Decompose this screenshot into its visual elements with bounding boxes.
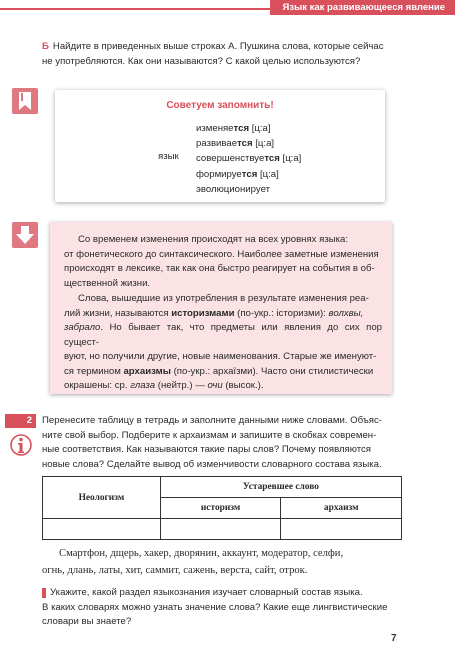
memo-title: Советуем запомнить! xyxy=(166,100,274,111)
task-b-line-1: Б Найдите в приведенных выше строках А. Пушкина слова, которые сейчас xyxy=(42,41,384,52)
task3-marker xyxy=(42,588,46,598)
term-historisms: историзмами xyxy=(171,307,235,319)
term-archaisms: архаизмы xyxy=(123,365,171,377)
theory-paragraph-1: Со временем изменения происходят на всех уровнях языка: от фонетического до синтаксического. Наиболее заметные изменения происходят в лексике, так как она быстро реагирует на события в об- щественной жизни. xyxy=(64,234,379,289)
col-archaism: архаизм xyxy=(281,498,402,519)
arrow-down-icon xyxy=(12,222,38,248)
memo-word: совершенствуется [ц:а] xyxy=(196,153,302,165)
theory-box xyxy=(50,222,392,394)
col-group-obsolete: Устаревшее слово xyxy=(160,477,401,498)
memo-root-word: язык xyxy=(158,151,179,162)
col-neologism: Неологизм xyxy=(43,477,161,519)
header-rule xyxy=(0,8,270,10)
memo-word: эволюционирует xyxy=(196,183,270,195)
task-b-letter: Б xyxy=(42,41,49,52)
bookmark-icon xyxy=(12,88,38,114)
table-cell xyxy=(43,519,161,540)
word-list-line-2: огнь, длань, латы, хит, саммит, сажень, верста, сайт, отрок. xyxy=(42,565,308,576)
task-number: 2 xyxy=(5,414,36,428)
memo-word: развивается [ц:а] xyxy=(196,138,275,150)
task-b-line-2: не употребляются. Как они называются? С какой целью используются? xyxy=(42,55,361,67)
memo-card xyxy=(55,90,385,202)
info-icon xyxy=(10,432,32,458)
memo-word: изменяется [ц:а] xyxy=(196,123,271,134)
theory-paragraph-2: Слова, вышедшие из употребления в результате изменения реа- лий жизни, называются историзмами (по-укр.: історизми): волхвы, забрало. Но бывает так, что предметы или явления до сих пор сущест- вуют, но получили другие, новые наименования. Старые же именуют- ся термином архаизмы (по-укр.: архаїзми). Часто они стилистически окрашены: ср. глаза (нейтр.) — очи (высок.). xyxy=(64,293,382,391)
word-classification-table xyxy=(42,476,402,540)
col-historism: историзм xyxy=(160,498,281,519)
table-cell xyxy=(160,519,281,540)
page-number: 7 xyxy=(391,633,397,644)
memo-word: формируется [ц:а] xyxy=(196,168,279,180)
table-cell xyxy=(281,519,402,540)
section-title: Язык как развивающееся явление xyxy=(270,0,455,15)
memo-word-list xyxy=(196,121,301,197)
task2-text: Перенесите таблицу в тетрадь и заполните данными ниже словами. Объяс- ните свой выбор. Подберите к архаизмам и запишите в скобках современ- ные соответствия. Как называются такие пары слов? Почему появляются новые слова? Сделайте вывод об изменчивости словарного состава языка. xyxy=(42,415,382,470)
task-b xyxy=(42,40,412,69)
word-list: Смартфон, дщерь, хакер, дворянин, аккаунт, модератор, селфи, xyxy=(59,548,344,559)
task3-text: Укажите, какой раздел языкознания изучает словарный состав языка. В каких словарях можно узнать значение слова? Какие еще лингвистические словари вы знаете? xyxy=(42,587,388,628)
